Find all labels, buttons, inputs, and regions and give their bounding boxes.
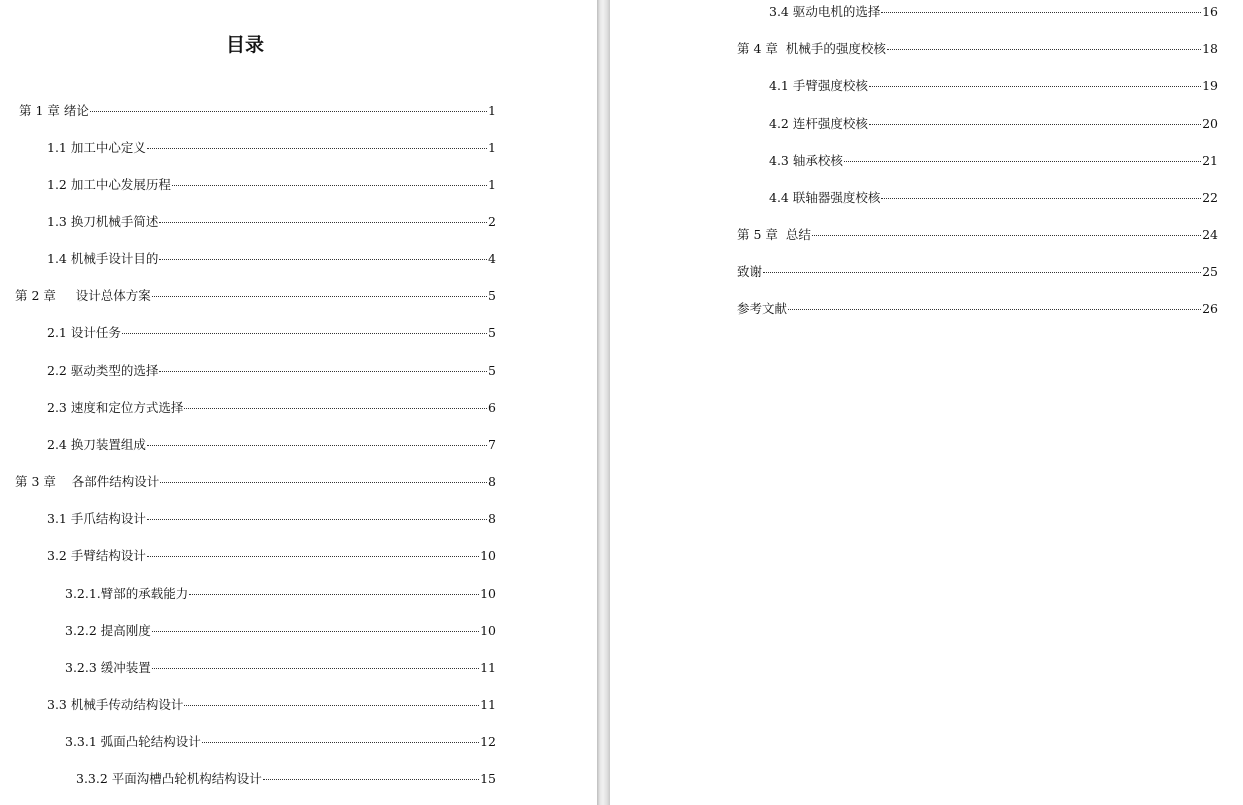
toc-entry-page: 8 xyxy=(488,474,496,489)
dot-leader xyxy=(788,309,1201,310)
toc-entry-label: 1.1 加工中心定义 xyxy=(47,140,146,155)
page-gutter xyxy=(597,0,610,805)
toc-entry-page: 26 xyxy=(1202,301,1218,316)
dot-leader xyxy=(869,124,1201,125)
toc-entry-label: 4.2 连杆强度校核 xyxy=(769,116,868,131)
toc-entry-page: 4 xyxy=(488,251,496,266)
dot-leader xyxy=(152,668,479,669)
dot-leader xyxy=(90,111,487,112)
document-page-right xyxy=(610,0,1243,805)
toc-entry-page: 5 xyxy=(488,363,496,378)
toc-entry-page: 7 xyxy=(488,437,496,452)
toc-entry-page: 11 xyxy=(480,697,496,712)
toc-entry-label: 3.2 手臂结构设计 xyxy=(47,548,146,563)
dot-leader xyxy=(812,235,1201,236)
toc-entry-4-3[interactable] xyxy=(769,153,1218,169)
toc-entry-1-2[interactable] xyxy=(47,177,496,193)
toc-entry-label: 2.3 速度和定位方式选择 xyxy=(47,400,184,415)
toc-entry-page: 20 xyxy=(1202,116,1218,131)
toc-entry-page: 5 xyxy=(488,325,496,340)
dot-leader xyxy=(887,49,1201,50)
toc-entry-1-4[interactable] xyxy=(47,251,496,267)
toc-entry-acknowledgements[interactable] xyxy=(737,264,1218,280)
toc-entry-page: 5 xyxy=(488,288,496,303)
dot-leader xyxy=(184,408,487,409)
dot-leader xyxy=(763,272,1201,273)
toc-entry-label: 3.4 驱动电机的选择 xyxy=(769,4,881,19)
toc-entry-1-3[interactable] xyxy=(47,214,496,230)
dot-leader xyxy=(881,12,1201,13)
toc-entry-label: 3.3 机械手传动结构设计 xyxy=(47,697,184,712)
toc-entry-chapter-4[interactable] xyxy=(737,41,1218,57)
dot-leader xyxy=(160,482,487,483)
toc-entry-page: 10 xyxy=(480,623,496,638)
toc-entry-label: 4.4 联轴器强度校核 xyxy=(769,190,881,205)
toc-entry-label: 1.3 换刀机械手简述 xyxy=(47,214,159,229)
dot-leader xyxy=(147,148,487,149)
toc-entry-label: 第 3 章 各部件结构设计 xyxy=(15,474,160,489)
toc-entry-page: 2 xyxy=(488,214,496,229)
toc-entry-label: 2.2 驱动类型的选择 xyxy=(47,363,159,378)
toc-entry-label: 2.1 设计任务 xyxy=(47,325,121,340)
toc-entry-label: 第 4 章 机械手的强度校核 xyxy=(737,41,886,56)
toc-entry-label: 3.2.1.臂部的承载能力 xyxy=(65,586,189,601)
toc-entry-page: 16 xyxy=(1202,4,1218,19)
toc-entry-label: 2.4 换刀装置组成 xyxy=(47,437,146,452)
toc-entry-page: 1 xyxy=(488,103,496,118)
toc-entry-page: 6 xyxy=(488,400,496,415)
toc-entry-3-4[interactable] xyxy=(769,4,1218,20)
toc-entry-page: 21 xyxy=(1202,153,1218,168)
toc-entry-chapter-2[interactable] xyxy=(15,288,496,304)
dot-leader xyxy=(147,519,487,520)
toc-entry-3-2-2[interactable] xyxy=(65,623,496,639)
toc-entry-4-1[interactable] xyxy=(769,78,1218,94)
dot-leader xyxy=(869,86,1201,87)
toc-entry-label: 参考文献 xyxy=(737,301,788,316)
toc-entry-label: 第 5 章 总结 xyxy=(737,227,811,242)
dot-leader xyxy=(172,185,487,186)
dot-leader xyxy=(184,705,479,706)
toc-entry-label: 3.1 手爪结构设计 xyxy=(47,511,146,526)
toc-entry-label: 3.2.2 提高刚度 xyxy=(65,623,151,638)
dot-leader xyxy=(189,594,479,595)
toc-entry-page: 12 xyxy=(480,734,496,749)
toc-entry-2-2[interactable] xyxy=(47,363,496,379)
toc-entry-page: 18 xyxy=(1202,41,1218,56)
dot-leader xyxy=(202,742,479,743)
toc-entry-1-1[interactable] xyxy=(47,140,496,156)
toc-entry-chapter-1[interactable] xyxy=(19,103,496,119)
toc-entry-4-2[interactable] xyxy=(769,116,1218,132)
toc-entry-page: 15 xyxy=(480,771,496,786)
dot-leader xyxy=(159,222,487,223)
dot-leader xyxy=(159,259,487,260)
toc-entry-4-4[interactable] xyxy=(769,190,1218,206)
toc-entry-3-2[interactable] xyxy=(47,548,496,564)
toc-entry-page: 1 xyxy=(488,177,496,192)
toc-entry-label: 3.3.1 弧面凸轮结构设计 xyxy=(65,734,201,749)
toc-entry-2-4[interactable] xyxy=(47,437,496,453)
toc-entry-label: 3.2.3 缓冲装置 xyxy=(65,660,151,675)
toc-entry-chapter-3[interactable] xyxy=(15,474,496,490)
toc-entry-page: 19 xyxy=(1202,78,1218,93)
toc-entry-2-1[interactable] xyxy=(47,325,496,341)
toc-entry-label: 第 1 章 绪论 xyxy=(19,103,89,118)
toc-title: 目录 xyxy=(225,34,264,56)
toc-entry-2-3[interactable] xyxy=(47,400,496,416)
toc-entry-page: 8 xyxy=(488,511,496,526)
dot-leader xyxy=(152,296,487,297)
toc-entry-references[interactable] xyxy=(737,301,1218,317)
toc-entry-label: 1.4 机械手设计目的 xyxy=(47,251,159,266)
toc-entry-page: 1 xyxy=(488,140,496,155)
toc-entry-3-2-3[interactable] xyxy=(65,660,496,676)
toc-entry-label: 致谢 xyxy=(737,264,763,279)
dot-leader xyxy=(881,198,1201,199)
toc-entry-label: 第 2 章 设计总体方案 xyxy=(15,288,151,303)
toc-entry-page: 11 xyxy=(480,660,496,675)
dot-leader xyxy=(147,556,479,557)
toc-entry-page: 22 xyxy=(1202,190,1218,205)
toc-entry-page: 25 xyxy=(1202,264,1218,279)
dot-leader xyxy=(159,371,487,372)
toc-entry-chapter-5[interactable] xyxy=(737,227,1218,243)
dot-leader xyxy=(147,445,487,446)
toc-entry-page: 10 xyxy=(480,586,496,601)
dot-leader xyxy=(122,333,487,334)
document-page-left xyxy=(0,0,597,805)
dot-leader xyxy=(152,631,479,632)
toc-entry-label: 1.2 加工中心发展历程 xyxy=(47,177,171,192)
dot-leader xyxy=(263,779,479,780)
toc-entry-label: 4.1 手臂强度校核 xyxy=(769,78,868,93)
toc-entry-3-3-2[interactable] xyxy=(76,771,496,787)
toc-entry-3-1[interactable] xyxy=(47,511,496,527)
toc-entry-page: 10 xyxy=(480,548,496,563)
dot-leader xyxy=(844,161,1201,162)
toc-entry-3-3-1[interactable] xyxy=(65,734,496,750)
toc-entry-page: 24 xyxy=(1202,227,1218,242)
toc-entry-3-2-1[interactable] xyxy=(65,586,496,602)
toc-entry-label: 3.3.2 平面沟槽凸轮机构结构设计 xyxy=(76,771,262,786)
toc-entry-3-3[interactable] xyxy=(47,697,496,713)
toc-entry-label: 4.3 轴承校核 xyxy=(769,153,843,168)
